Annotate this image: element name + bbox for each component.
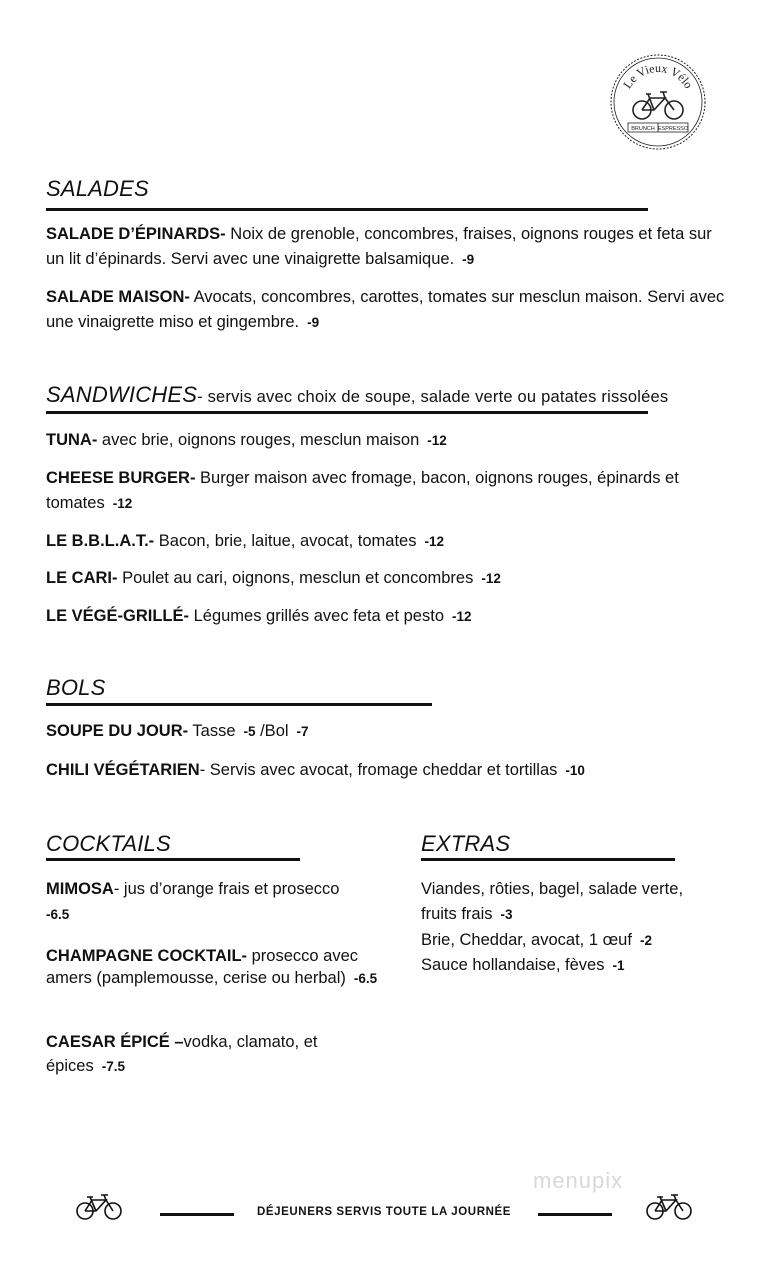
le-vieux-velo-logo xyxy=(608,52,708,152)
section-subtitle: - servis avec choix de soupe, salade verte ou patates rissolées xyxy=(197,388,669,406)
extra-item: Brie, Cheddar, avocat, 1 œuf -2 xyxy=(421,931,652,949)
menu-item: LE VÉGÉ-GRILLÉ- Légumes grillés avec feta et pesto -12 xyxy=(46,607,472,625)
extra-item: Viandes, rôties, bagel, salade verte, fruits frais -3 xyxy=(421,880,684,923)
menu-item: CHAMPAGNE COCKTAIL- prosecco avec amers (pamplemousse, cerise ou herbal) -6.5 xyxy=(46,947,378,987)
footer-rule-left xyxy=(160,1213,234,1216)
section-rule xyxy=(46,858,300,861)
svg-text:Le Vieux Vélo: Le Vieux Vélo xyxy=(620,60,696,92)
menu-item: SALADE D’ÉPINARDS- Noix de grenoble, concombres, fraises, oignons rouges et feta sur un lit d’épinards. Servi avec une vinaigrette balsamique. -9 xyxy=(46,225,712,268)
menu-item: TUNA- avec brie, oignons rouges, mesclun maison -12 xyxy=(46,431,447,449)
section-rule xyxy=(46,208,648,211)
section-rule xyxy=(46,703,432,706)
menu-item: LE CARI- Poulet au cari, oignons, mesclun et concombres -12 xyxy=(46,569,501,587)
section-title-salades: SALADES xyxy=(46,176,149,201)
bicycle-icon-right xyxy=(644,1192,694,1222)
footer-rule-right xyxy=(538,1213,612,1216)
section-title-bols: BOLS xyxy=(46,675,106,700)
watermark: menupix xyxy=(533,1168,624,1193)
menu-item: CHEESE BURGER- Burger maison avec fromage, bacon, oignons rouges, épinards et tomates -12 xyxy=(46,469,679,512)
menu-item: LE B.B.L.A.T.- Bacon, brie, laitue, avocat, tomates -12 xyxy=(46,532,444,550)
menu-item: SOUPE DU JOUR- Tasse -5 /Bol -7 xyxy=(46,722,309,740)
section-rule xyxy=(46,411,648,414)
menu-item: CHILI VÉGÉTARIEN- Servis avec avocat, fromage cheddar et tortillas -10 xyxy=(46,761,585,779)
svg-text:BRUNCH: BRUNCH xyxy=(631,126,655,132)
extra-item: Sauce hollandaise, fèves -1 xyxy=(421,956,625,974)
section-title-cocktails: COCKTAILS xyxy=(46,831,171,856)
section-title-extras: EXTRAS xyxy=(421,831,511,856)
section-title-sandwiches: SANDWICHES- servis avec choix de soupe, salade verte ou patates rissolées xyxy=(46,382,669,407)
menu-item: SALADE MAISON- Avocats, concombres, carottes, tomates sur mesclun maison. Servi avec une vinaigrette miso et gingembre. -9 xyxy=(46,288,725,331)
svg-text:ESPRESSO: ESPRESSO xyxy=(657,126,689,132)
section-rule xyxy=(421,858,675,861)
menu-item: CAESAR ÉPICÉ –vodka, clamato, et épices -7.5 xyxy=(46,1033,318,1075)
bicycle-icon-left xyxy=(74,1192,124,1222)
footer-text: DÉJEUNERS SERVIS TOUTE LA JOURNÉE xyxy=(256,1206,512,1218)
menu-item: MIMOSA- jus d’orange frais et prosecco -6.5 xyxy=(46,880,340,922)
